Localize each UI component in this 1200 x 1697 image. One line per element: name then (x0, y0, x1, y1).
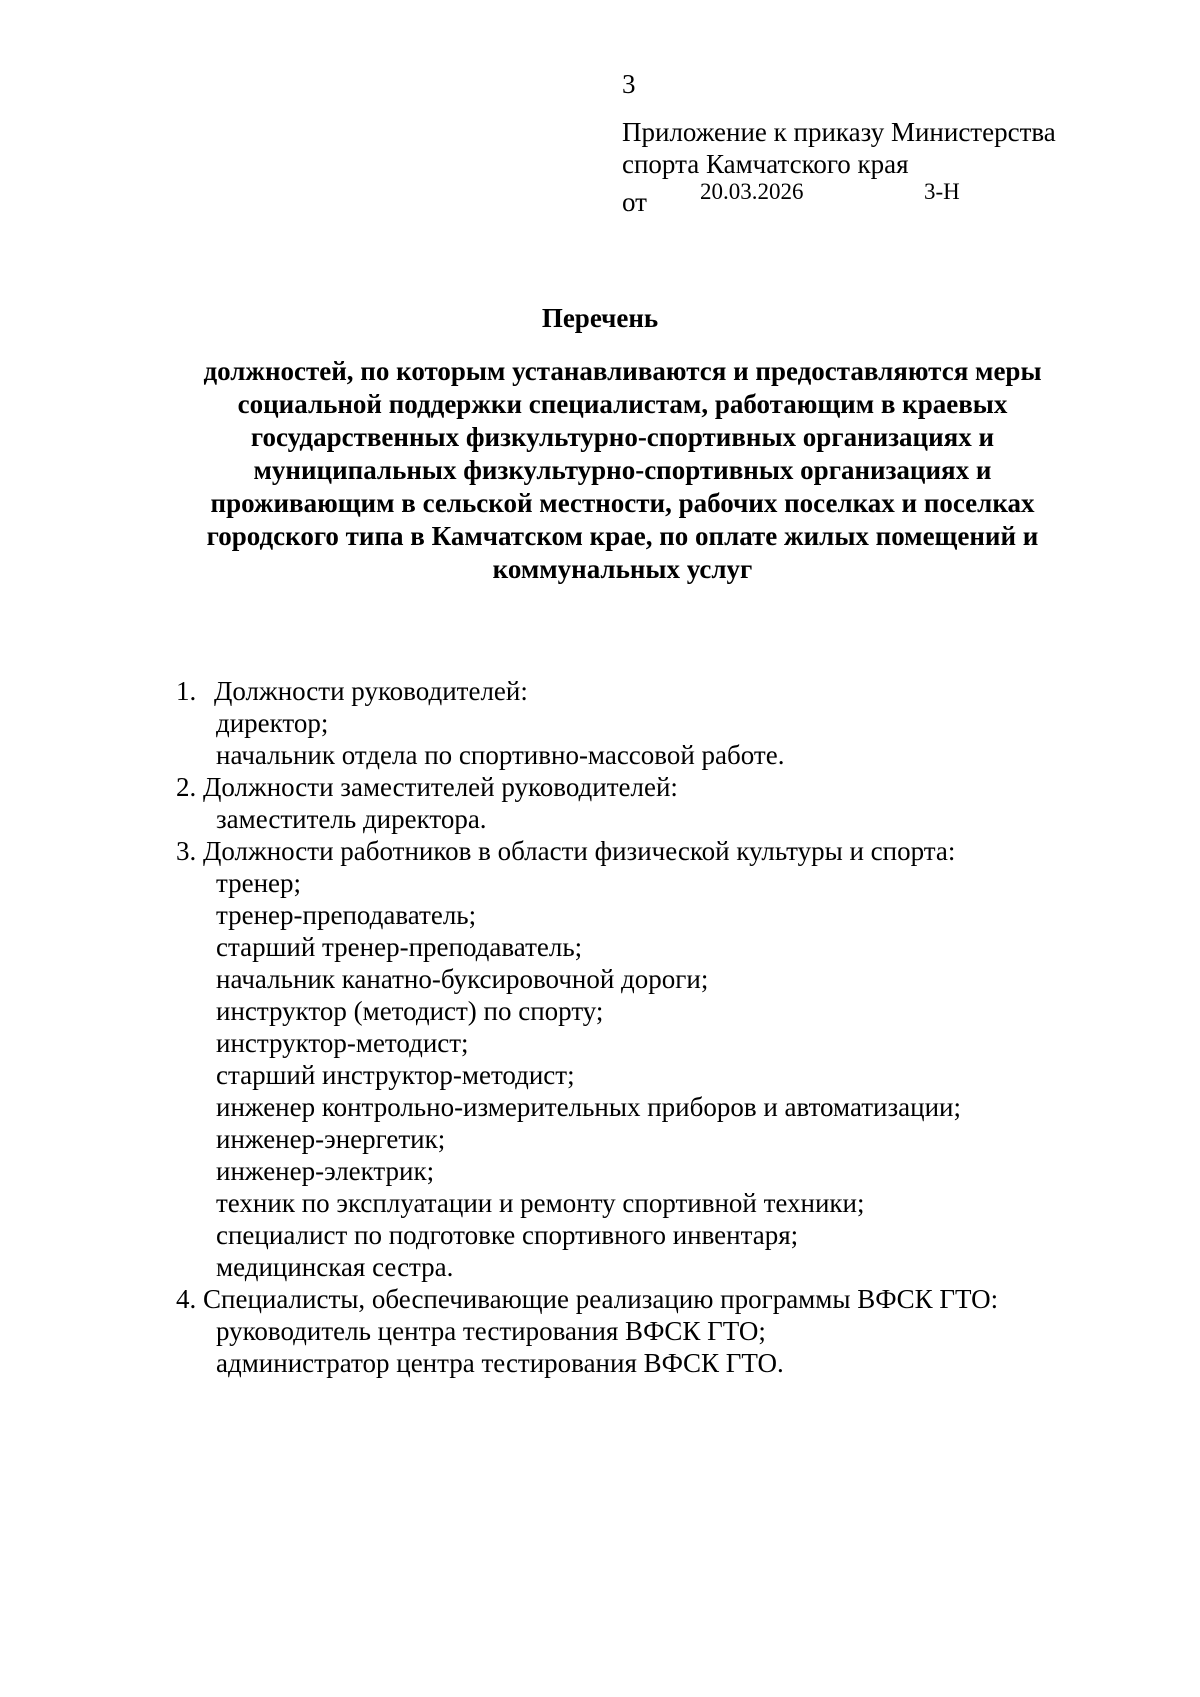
subtitle-line: должностей, по которым устанавливаются и предоставляются меры (203, 356, 1042, 386)
section-heading (176, 771, 1156, 803)
order-reference (622, 179, 1022, 218)
page-number: 3 (622, 69, 636, 99)
list-item: старший тренер-преподаватель; (216, 932, 583, 962)
list-item: начальник канатно-буксировочной дороги; (216, 964, 709, 994)
document-title: Перечень (541, 303, 659, 333)
list-item: тренер; (216, 868, 302, 898)
section-number: 3. (176, 836, 197, 866)
list-item: инструктор (методист) по спорту; (216, 996, 604, 1026)
order-date: 20.03.2026 (700, 179, 804, 204)
subtitle-line: социальной поддержки специалистам, работающим в краевых (237, 389, 1008, 419)
section-heading-text: Должности руководителей: (214, 676, 528, 706)
positions-list (176, 675, 1156, 1379)
list-item: директор; (216, 708, 329, 738)
order-number: 3-Н (924, 179, 960, 204)
list-item: начальник отдела по спортивно-массовой работе. (216, 740, 785, 770)
section-number: 1. (176, 676, 197, 706)
list-item: инженер-энергетик; (216, 1124, 446, 1154)
list-item: инженер-электрик; (216, 1156, 435, 1186)
order-from-label: от (622, 187, 647, 217)
list-item: специалист по подготовке спортивного инвентаря; (216, 1220, 799, 1250)
subtitle-line: коммунальных услуг (492, 554, 753, 584)
list-item: старший инструктор-методист; (216, 1060, 575, 1090)
appendix-caption (622, 116, 1182, 180)
section-heading-text: Специалисты, обеспечивающие реализацию программы ВФСК ГТО: (203, 1284, 999, 1314)
list-item: техник по эксплуатации и ремонту спортивной техники; (216, 1188, 865, 1218)
section-heading (176, 675, 1156, 707)
section-number: 2. (176, 772, 197, 802)
section-heading-text: Должности заместителей руководителей: (203, 772, 678, 802)
subtitle-line: городского типа в Камчатском крае, по оплате жилых помещений и (206, 521, 1039, 551)
appendix-line-2: спорта Камчатского края (622, 149, 909, 179)
section-heading-text: Должности работников в области физической культуры и спорта: (203, 836, 956, 866)
subtitle-line: государственных физкультурно-спортивных организациях и (250, 422, 995, 452)
list-item: инженер контрольно-измерительных приборов и автоматизации; (216, 1092, 961, 1122)
appendix-line-1: Приложение к приказу Министерства (622, 117, 1056, 147)
section-heading (176, 1283, 1156, 1315)
list-item: медицинская сестра. (216, 1252, 454, 1282)
document-subtitle (170, 355, 1075, 586)
subtitle-line: проживающим в сельской местности, рабочих поселках и поселках (210, 488, 1035, 518)
list-item: заместитель директора. (216, 804, 487, 834)
subtitle-line: муниципальных физкультурно-спортивных организациях и (253, 455, 992, 485)
list-item: тренер-преподаватель; (216, 900, 477, 930)
list-item: инструктор-методист; (216, 1028, 469, 1058)
list-item: администратор центра тестирования ВФСК ГТО. (216, 1348, 784, 1378)
list-item: руководитель центра тестирования ВФСК ГТО; (216, 1316, 766, 1346)
section-heading (176, 835, 1156, 867)
section-number: 4. (176, 1284, 197, 1314)
